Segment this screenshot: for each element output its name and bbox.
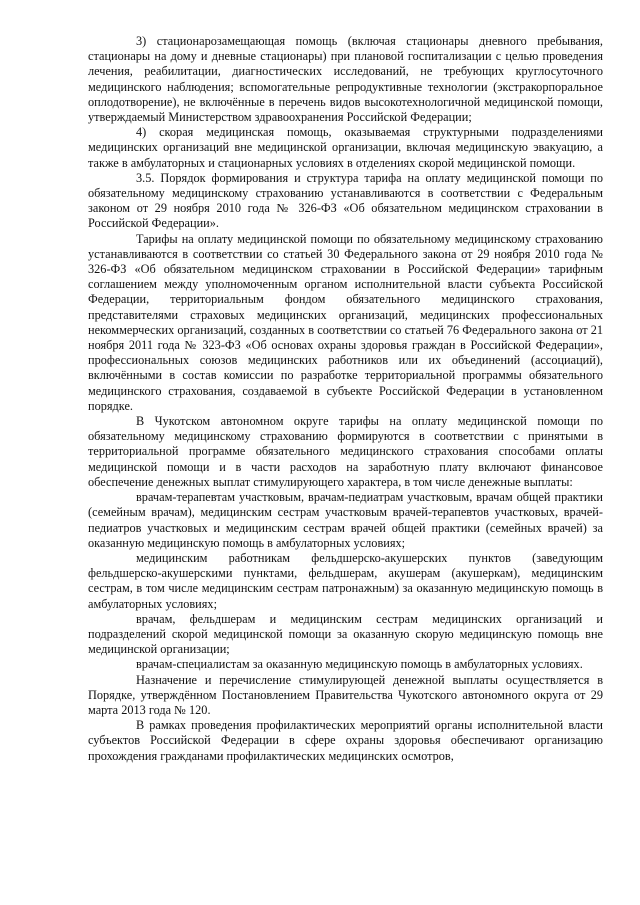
paragraph-tariff-agreement: Тарифы на оплату медицинской помощи по обязательному медицинскому страхованию устанавливаются в соответствии со статьей 30 Федерального закона от 29 ноября 2010 года № 326-ФЗ «Об обязательном медицинском страховании в Российской Федерации» тарифным соглашением между уполномоченным органом исполнительной власти субъекта Российской Федерации, территориальным фондом обязательного медицинского страхования, представителями страховых медицинских организаций, медицинских профессиональных некоммерческих организаций, созданных в соответствии со статьей 76 Федерального закона от 21 ноября 2011 года № 323-ФЗ «Об основах охраны здоровья граждан в Российской Федерации», профессиональных союзов медицинских работников или их объединений (ассоциаций), включёнными в состав комиссии по разработке территориальной программы обязательного медицинского страхования, создаваемой в субъекте Российской Федерации в установленном порядке. [88,231,603,413]
list-item-specialists: врачам-специалистам за оказанную медицинскую помощь в амбулаторных условиях. [136,657,583,672]
paragraph-emergency-care: 4) скорая медицинская помощь, оказываемая структурными подразделениями медицинских организаций вне медицинской организации, включая медицинскую эвакуацию, а также в амбулаторных и стационарных условиях в отделениях скорой медицинской помощи. [88,125,603,170]
paragraph-tariff-structure: 3.5. Порядок формирования и структура тарифа на оплату медицинской помощи по обязательному медицинскому страхованию устанавливаются в соответствии с Федеральным законом от 29 ноября 2010 года № 326-ФЗ «Об обязательном медицинском страховании в Российской Федерации». [88,170,603,231]
paragraph-inpatient-replacing-care: 3) стационарозамещающая помощь (включая стационары дневного пребывания, стационары на дому и дневные стационары) при плановой госпитализации с целью проведения лечения, реабилитации, диагностических исследований, не требующих круглосуточного медицинского наблюдения; вспомогательные репродуктивные технологии (экстракорпоральное оплодотворение), не включённые в перечень видов высокотехнологичной медицинской помощи, утверждаемый Министерством здравоохранения Российской Федерации; [88,34,603,125]
list-item-emergency-staff: врачам, фельдшерам и медицинским сестрам медицинских организаций и подразделений скорой медицинской помощи за оказанную скорую медицинскую помощь вне медицинской организации; [88,611,603,657]
paragraph-chukotka-tariffs: В Чукотском автономном округе тарифы на оплату медицинской помощи по обязательному медицинскому страхованию формируются в соответствии с принятыми в территориальной программе обязательного медицинского страхования способами оплаты медицинской помощи и в части расходов на заработную плату включают финансовое обеспечение денежных выплат стимулирующего характера, в том числе денежные выплаты: [88,414,603,489]
paragraph-preventive-measures: В рамках проведения профилактических мероприятий органы исполнительной власти субъектов Российской Федерации в сфере охраны здоровья обеспечивают организацию прохождения гражданами профилактических медицинских осмотров, [88,718,603,763]
document-page [88,34,603,764]
list-item-feldsher-stations: медицинским работникам фельдшерско-акушерских пунктов (заведующим фельдшерско-акушерскими пунктами, фельдшерам, акушерам (акушеркам), медицинским сестрам, в том числе медицинским сестрам патронажным) за оказанную медицинскую помощь в амбулаторных условиях; [88,550,603,611]
list-item-district-physicians: врачам-терапевтам участковым, врачам-педиатрам участковым, врачам общей практики (семейным врачам), медицинским сестрам участковым врачей-терапевтов участковых, врачей-педиатров участковых и медицинским сестрам врачей общей практики (семейных врачей) за оказанную медицинскую помощь в амбулаторных условиях; [88,490,603,550]
paragraph-payment-procedure: Назначение и перечисление стимулирующей денежной выплаты осуществляется в Порядке, утверждённом Постановлением Правительства Чукотского автономного округа от 29 марта 2013 года № 120. [88,672,603,717]
